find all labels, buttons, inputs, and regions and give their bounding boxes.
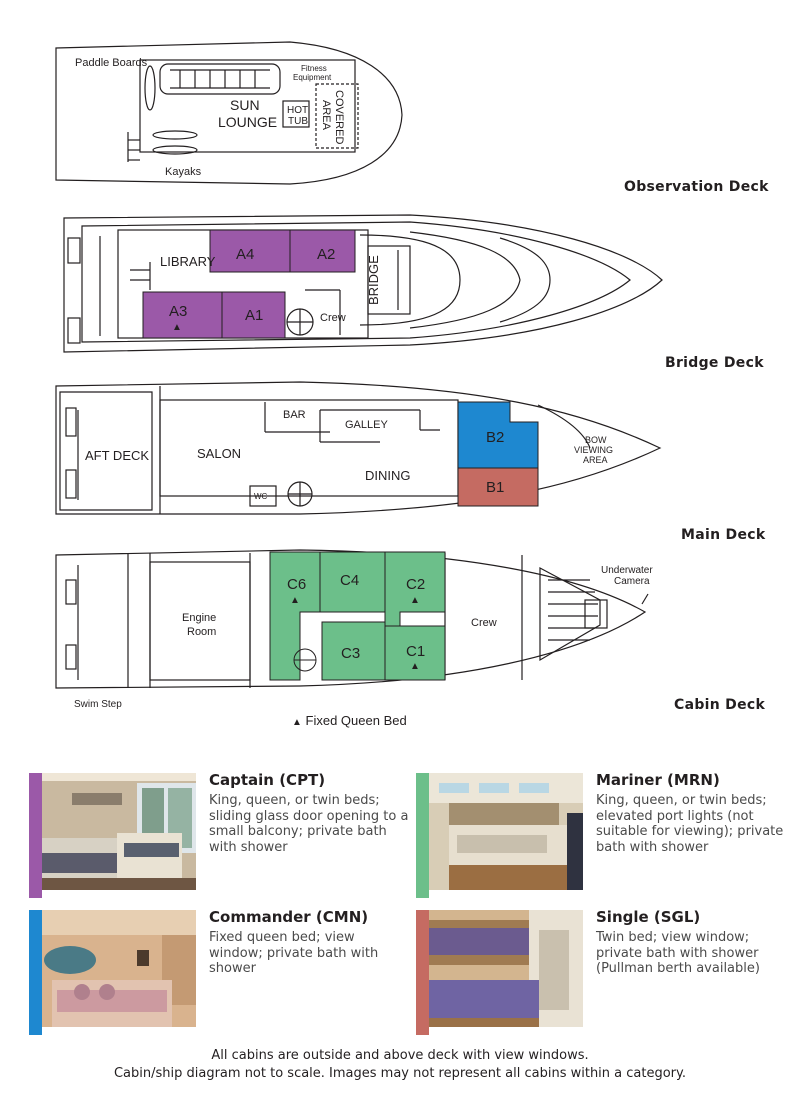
mariner-color-bar xyxy=(416,773,429,898)
label-hot: HOT xyxy=(287,105,309,116)
category-card-mariner xyxy=(416,773,796,898)
legend-text: Fixed Queen Bed xyxy=(305,713,407,728)
label-bridge: BRIDGE xyxy=(366,255,381,305)
label-camera: Camera xyxy=(614,576,650,587)
single-description: Twin bed; view window; private bath with shower (Pullman berth available) xyxy=(596,930,760,976)
label-covered-area: AREA xyxy=(320,100,332,130)
label-crew-bridge: Crew xyxy=(320,312,346,324)
commander-color-bar xyxy=(29,910,42,1035)
captain-cabin-photo xyxy=(42,773,196,898)
label-wc: WC xyxy=(254,492,268,501)
footer-line-2: Cabin/ship diagram not to scale. Images may not represent all cabins within a category. xyxy=(113,1066,687,1081)
label-swim-step: Swim Step xyxy=(74,699,122,710)
deck-name-cabin: Cabin Deck xyxy=(674,697,766,713)
captain-description: King, queen, or twin beds; sliding glass door opening to a small balcony; private bath with shower xyxy=(209,793,409,855)
label-underwater: Underwater xyxy=(601,565,653,576)
category-card-captain xyxy=(29,773,409,898)
label-room: Room xyxy=(187,626,217,638)
label-c4: C4 xyxy=(340,572,360,589)
label-c3: C3 xyxy=(341,645,361,662)
label-galley: GALLEY xyxy=(345,419,388,431)
label-dining: DINING xyxy=(365,468,411,483)
label-crew-cabin: Crew xyxy=(471,617,497,629)
label-viewing: VIEWING xyxy=(574,445,614,455)
label-covered: COVERED xyxy=(333,90,345,145)
mariner-description: King, queen, or twin beds; elevated port lights (not suitable for viewing); private bath with shower xyxy=(596,793,784,855)
footer-line-1: All cabins are outside and above deck with view windows. xyxy=(211,1048,589,1063)
captain-title: Captain (CPT) xyxy=(209,771,326,789)
cabin-c6-block xyxy=(270,552,320,680)
single-cabin-photo xyxy=(429,910,583,1035)
category-card-commander xyxy=(29,910,409,1035)
deck-name-bridge: Bridge Deck xyxy=(665,355,764,371)
deck-name-main: Main Deck xyxy=(681,527,766,543)
label-salon: SALON xyxy=(197,446,242,461)
queen-bed-marker-c6: ▲ xyxy=(290,595,300,606)
commander-title: Commander (CMN) xyxy=(209,908,369,926)
label-tub: TUB xyxy=(288,116,308,127)
label-a4: A4 xyxy=(236,246,255,263)
label-bow: BOW xyxy=(585,435,607,445)
mariner-title: Mariner (MRN) xyxy=(596,771,720,789)
category-card-single xyxy=(416,910,796,1035)
label-b2: B2 xyxy=(486,429,505,446)
label-equipment: Equipment xyxy=(293,73,332,82)
label-aft-deck: AFT DECK xyxy=(85,448,150,463)
label-viewing-area: AREA xyxy=(583,455,608,465)
label-fitness: Fitness xyxy=(301,64,327,73)
label-b1: B1 xyxy=(486,479,505,496)
captain-color-bar xyxy=(29,773,42,898)
label-sun: SUN xyxy=(230,97,260,113)
commander-description: Fixed queen bed; view window; private bath with shower xyxy=(209,930,379,976)
single-color-bar xyxy=(416,910,429,1035)
queen-bed-marker-c2: ▲ xyxy=(410,595,420,606)
single-title: Single (SGL) xyxy=(596,908,701,926)
queen-bed-marker-c1: ▲ xyxy=(410,661,420,672)
label-c6: C6 xyxy=(287,576,307,593)
legend-symbol: ▲ xyxy=(292,717,302,728)
mariner-cabin-photo xyxy=(429,773,583,898)
commander-cabin-photo xyxy=(42,910,196,1035)
queen-bed-marker-a3: ▲ xyxy=(172,322,182,333)
label-library: LIBRARY xyxy=(160,254,216,269)
label-engine: Engine xyxy=(182,612,217,624)
label-c1: C1 xyxy=(406,643,426,660)
label-a2: A2 xyxy=(317,246,336,263)
label-paddle-boards: Paddle Boards xyxy=(75,57,148,69)
label-a3: A3 xyxy=(169,303,188,320)
label-a1: A1 xyxy=(245,307,264,324)
deck-name-observation: Observation Deck xyxy=(624,179,769,195)
label-lounge: LOUNGE xyxy=(218,114,278,130)
label-kayaks: Kayaks xyxy=(165,166,202,178)
bed-legend xyxy=(292,713,407,728)
label-c2: C2 xyxy=(406,576,426,593)
label-bar: BAR xyxy=(283,409,306,421)
